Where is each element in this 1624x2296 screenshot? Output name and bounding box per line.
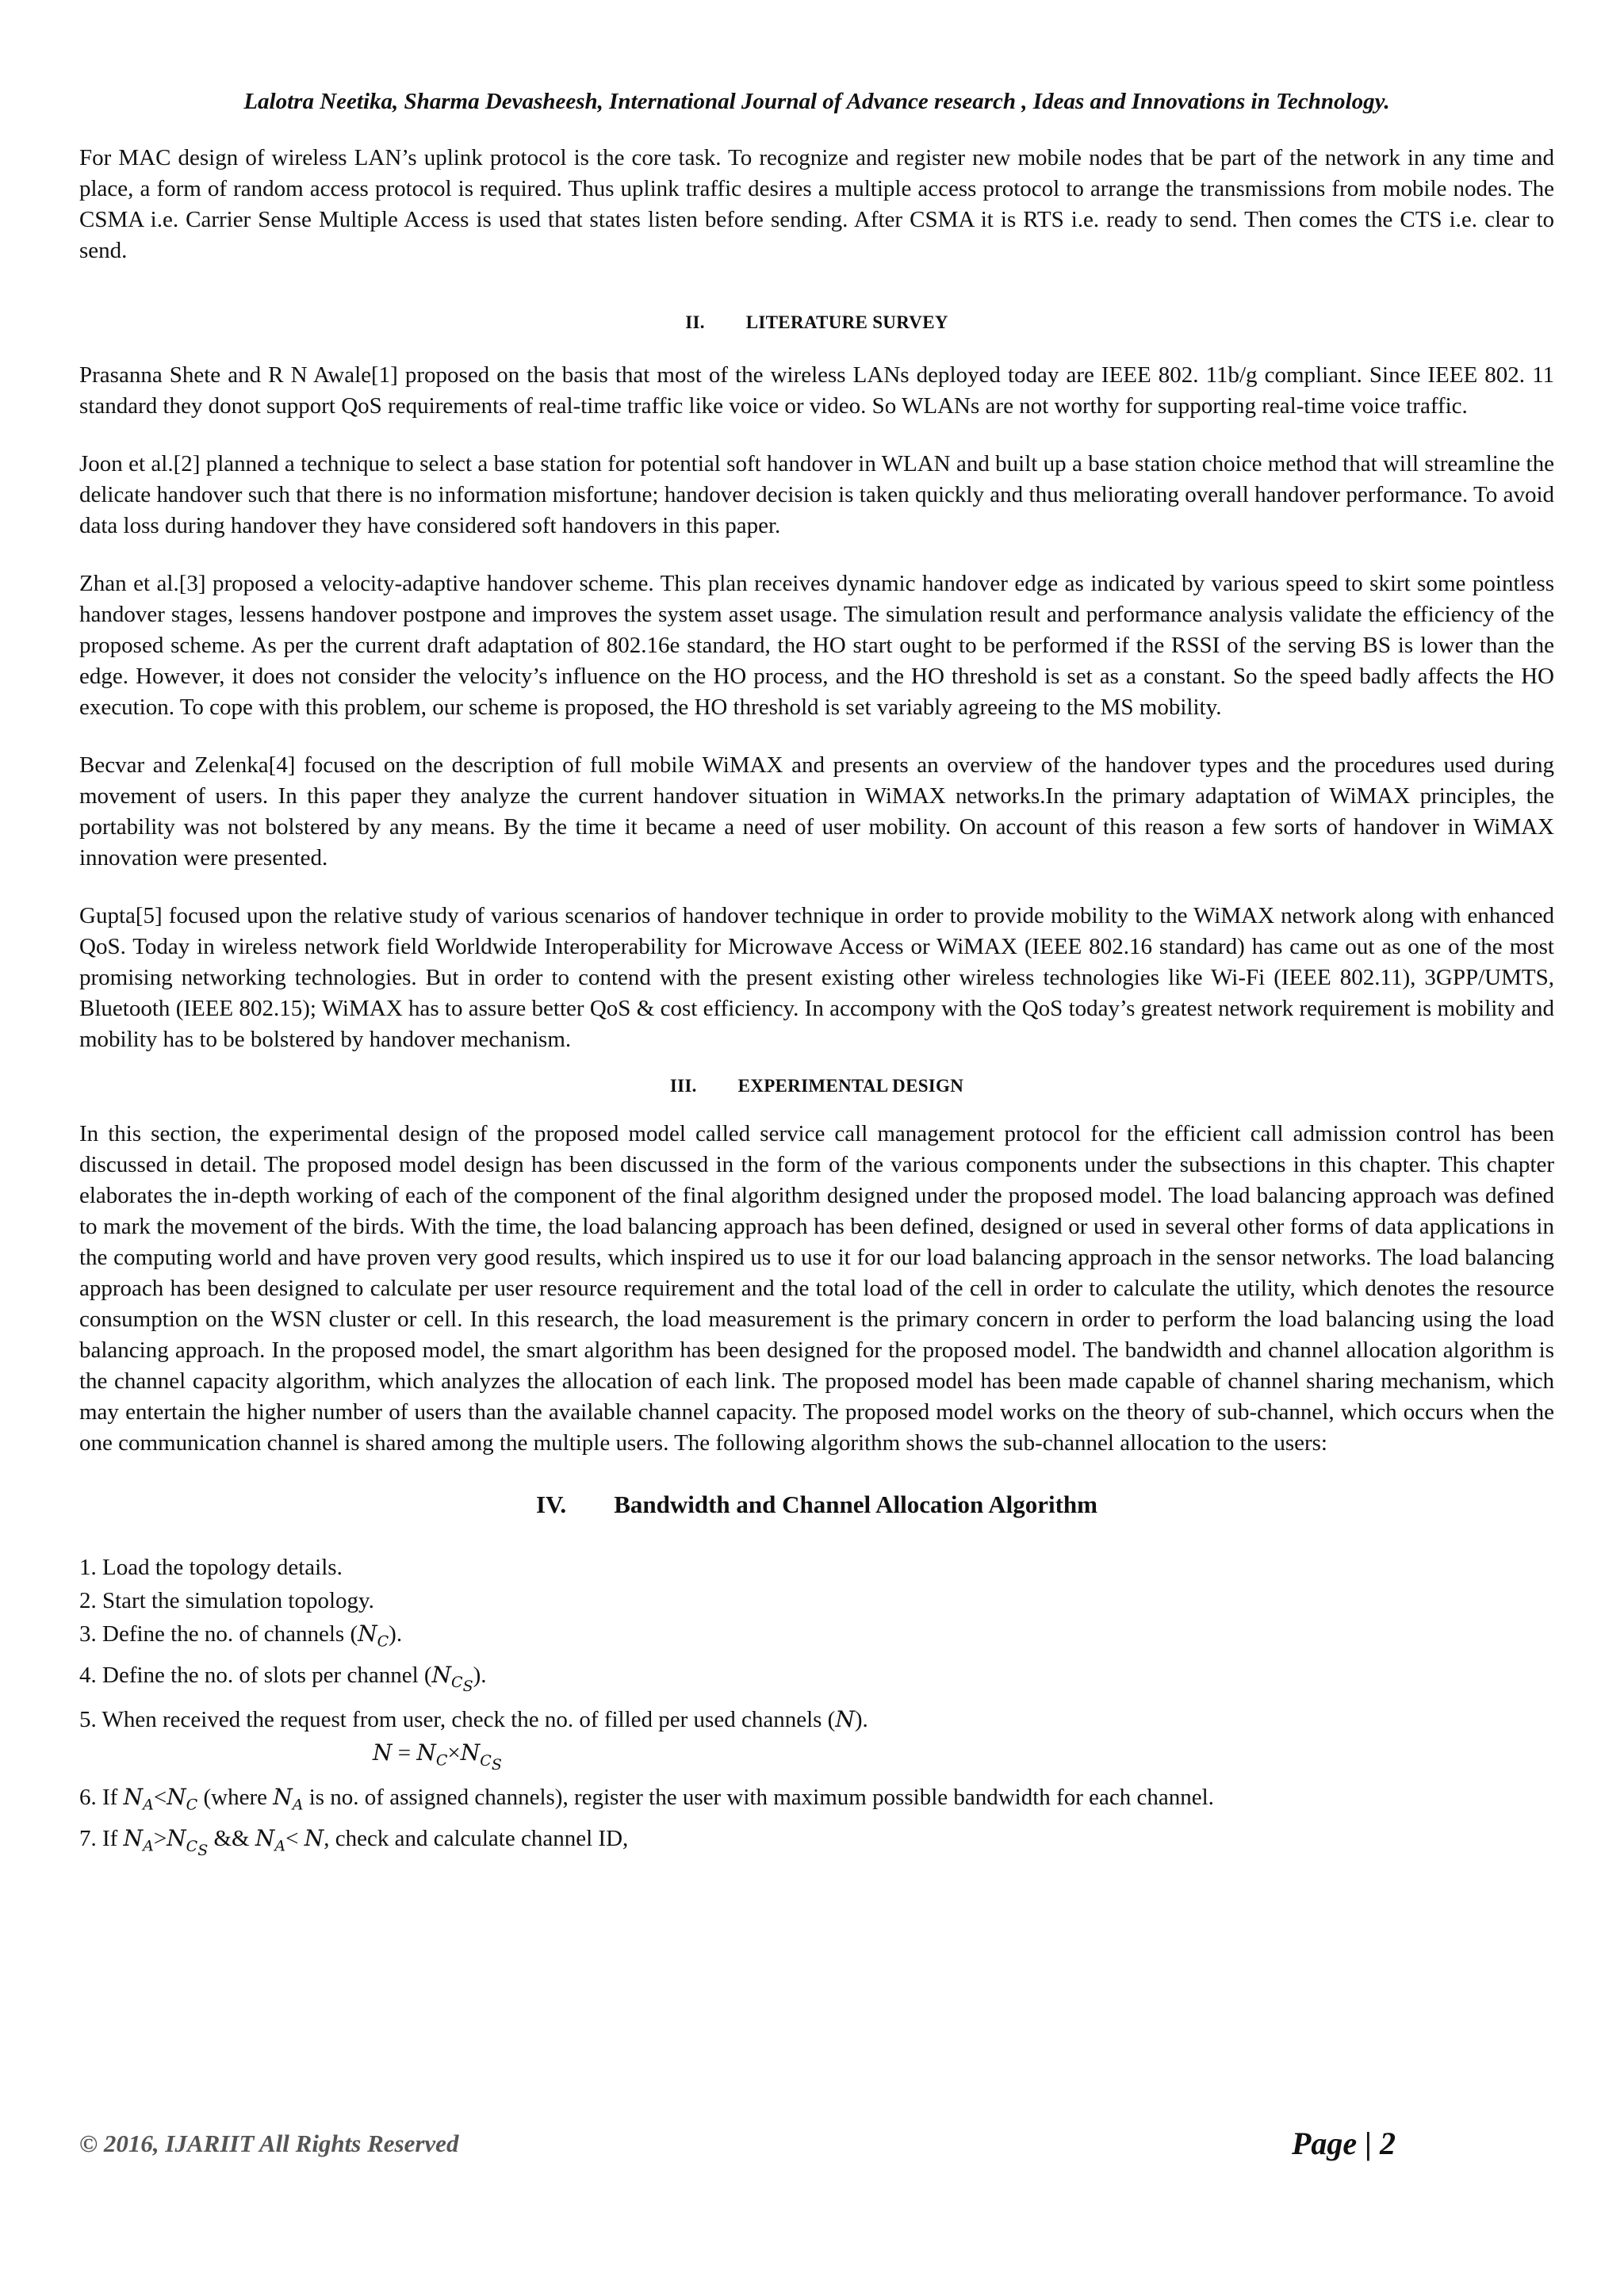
section-4-number: IV. (535, 1490, 567, 1518)
step-1: 1. Load the topology details. (79, 1555, 343, 1580)
section-2-number: II. (685, 312, 705, 332)
experimental-paragraph: In this section, the experimental design of the proposed model called service call management protocol for the efficient call admission control has been discussed in detail. The proposed model design has been discussed in the form of the various components under the subsections in this chapter. This chapter elaborates the in-depth working of each of the component of the final algorithm designed under the proposed model. The load balancing approach was defined to mark the movement of the birds. With the time, the load balancing approach has been defined, designed or used in several other forms of data applications in the computing world and have proven very good results, which inspired us to use it for our load balancing approach in the sensor networks. The load balancing approach has been designed to calculate per user resource requirement and the total load of the cell in order to calculate the utility, which denotes the resource consumption on the WSN cluster or cell. In this research, the load measurement is the primary concern in order to perform the load balancing using the load balancing approach. In the proposed model, the smart algorithm has been designed for the proposed model. The bandwidth and channel allocation algorithm is the channel capacity algorithm, which analyzes the allocation of each link. The proposed model has been made capable of channel sharing mechanism, which may entertain the higher number of users than the available channel capacity. The proposed model works on the theory of sub-channel, which occurs when the one communication channel is shared among the multiple users. The following algorithm shows the sub-channel allocation to the users: (79, 1121, 1554, 1456)
lit-paragraph-4: Becvar and Zelenka[4] focused on the description of full mobile WiMAX and presents an overview of the handover types and the procedures used during movement of users. In this paper they analyze the current handover situation in WiMAX networks.In the primary adaptation of WiMAX principles, the portability was not bolstered by any means. By the time it became a need of user mobility. On account of this reason a few sorts of handover in WiMAX innovation were presented. (79, 752, 1554, 871)
section-3-title: EXPERIMENTAL DESIGN (737, 1076, 964, 1096)
var-n-cs: $N_{C_S}$ (431, 1661, 473, 1695)
formula-n: $N = N_C\times N_{C_S}$ (373, 1739, 502, 1774)
step-6: 6. If $N_A<N_C$ (where $N_A$ is no. of assigned channels), register the user with maximum possible bandwidth for each channel. (79, 1784, 1214, 1814)
var-n-c: $N_C$ (358, 1621, 389, 1651)
section-4-heading (79, 1490, 1554, 1519)
paper-page (79, 87, 1554, 1866)
running-header: Lalotra Neetika, Sharma Devasheesh, International Journal of Advance research , Ideas and Innovations in Technology. (243, 89, 1390, 114)
step-4: 4. Define the no. of slots per channel $(N_{C_S})$. (79, 1661, 487, 1695)
page-footer (79, 2126, 1396, 2161)
algorithm-steps (79, 1551, 1554, 1866)
step-2: 2. Start the simulation topology. (79, 1588, 374, 1613)
section-2-heading (79, 312, 1554, 333)
page-number: Page | 2 (1292, 2126, 1396, 2161)
section-3-heading (79, 1076, 1554, 1096)
section-4-title: Bandwidth and Channel Allocation Algorithm (614, 1490, 1098, 1518)
intro-paragraph: For MAC design of wireless LAN’s uplink protocol is the core task. To recognize and register new mobile nodes that be part of the network in any time and place, a form of random access protocol is required. Thus uplink traffic desires a multiple access protocol to arrange the transmissions from mobile nodes. The CSMA i.e. Carrier Sense Multiple Access is used that states listen before sending. After CSMA it is RTS i.e. ready to send. Then comes the CTS i.e. clear to send. (79, 145, 1554, 263)
step-7: 7. If $N_A>N_{C_S}$ && $N_A< N$, check and calculate channel ID, (79, 1824, 629, 1859)
lit-paragraph-3: Zhan et al.[3] proposed a velocity-adaptive handover scheme. This plan receives dynamic handover edge as indicated by various speed to skirt some pointless handover stages, lessens handover postpone and improves the system asset usage. The simulation result and performance analysis validate the efficiency of the proposed scheme. As per the current draft adaptation of 802.16e standard, the HO start ought to be performed if the RSSI of the serving BS is lower than the edge. However, it does not consider the velocity’s influence on the HO process, and the HO threshold is set as a constant. So the speed badly affects the HO execution. To cope with this problem, our scheme is proposed, the HO threshold is set variably agreeing to the MS mobility. (79, 571, 1554, 720)
lit-paragraph-2: Joon et al.[2] planned a technique to select a base station for potential soft handover in WLAN and built up a base station choice method that will streamline the delicate handover such that there is no information misfortune; handover decision is taken quickly and thus meliorating overall handover performance. To avoid data loss during handover they have considered soft handovers in this paper. (79, 451, 1554, 538)
section-3-number: III. (669, 1076, 697, 1096)
lit-paragraph-1: Prasanna Shete and R N Awale[1] proposed on the basis that most of the wireless LANs deployed today are IEEE 802. 11b/g compliant. Since IEEE 802. 11 standard they donot support QoS requirements of real-time traffic like voice or video. So WLANs are not worthy for supporting real-time voice traffic. (79, 362, 1554, 419)
section-2-title: LITERATURE SURVEY (745, 312, 948, 332)
step-5: 5. When received the request from user, check the no. of filled per used channels (N). (79, 1705, 868, 1732)
step-3: 3. Define the no. of channels $(N_C)$. (79, 1621, 403, 1651)
lit-paragraph-5: Gupta[5] focused upon the relative study of various scenarios of handover technique in order to provide mobility to the WiMAX network along with enhanced QoS. Today in wireless network field Worldwide Interoperability for Microwave Access or WiMAX (IEEE 802.16 standard) has came out as one of the most promising networking technologies. But in order to contend with the present existing other wireless technologies like Wi-Fi (IEEE 802.11), 3GPP/UMTS, Bluetooth (IEEE 802.15); WiMAX has to assure better QoS & cost efficiency. In accompony with the QoS today’s greatest network requirement is mobility and mobility has to be bolstered by handover mechanism. (79, 903, 1554, 1052)
copyright-notice: © 2016, IJARIIT All Rights Reserved (79, 2130, 459, 2157)
